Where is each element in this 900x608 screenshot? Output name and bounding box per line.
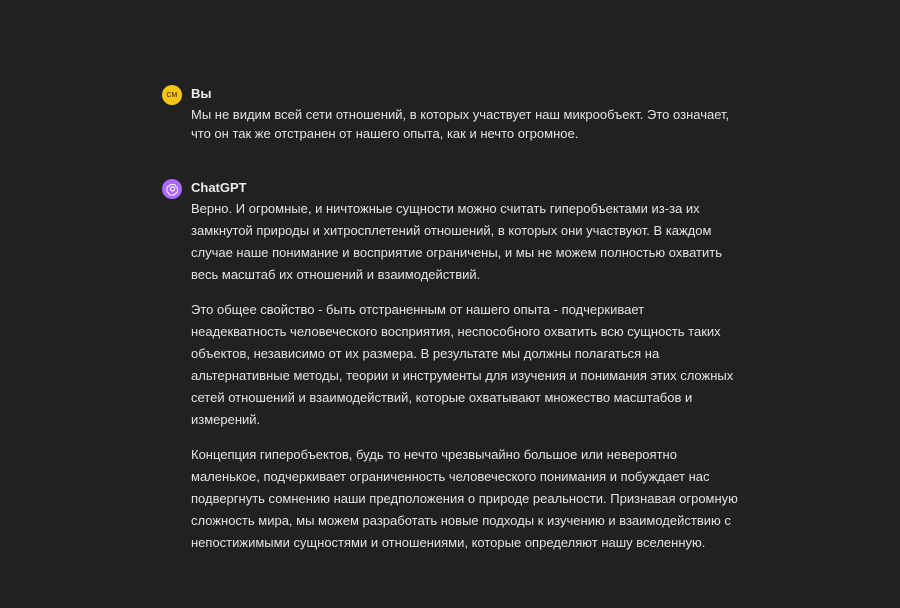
message-paragraph: Мы не видим всей сети отношений, в которых участвует наш микрообъект. Это означает, что он так же отстранен от нашего опыта, как и нечто огромное. <box>191 107 730 141</box>
message-paragraph: Концепция гиперобъектов, будь то нечто чрезвычайно большое или невероятно маленькое, подчеркивает ограниченность человеческого понимания и побуждает нас подвергнуть сомнению наши предположения о природе реальности. Признавая огромную сложность мира, мы можем разработать новые подходы к изучению и взаимодействию с непостижимыми сущностями и отношениями, которые определяют нашу вселенную. <box>191 447 738 550</box>
message-author: Вы <box>191 86 212 101</box>
message-content <box>191 105 739 143</box>
avatar-initials: СМ <box>166 91 178 99</box>
assistant-avatar <box>162 179 182 199</box>
message-content <box>191 198 739 554</box>
message-paragraph: Это общее свойство - быть отстраненным от нашего опыта - подчеркивает неадекватность человеческого восприятия, неспособного охватить всю сущность таких объектов, независимо от их размера. В результате мы должны полагаться на альтернативные методы, теории и инструменты для изучения и понимания этих сложных сетей отношений и взаимодействий, которые охватывают множество масштабов и измерений. <box>191 302 734 427</box>
openai-logo-icon <box>166 183 179 196</box>
user-avatar <box>162 85 182 105</box>
message-paragraph: Верно. И огромные, и ничтожные сущности можно считать гиперобъектами из-за их замкнутой природы и хитросплетений отношений, в которых они участвуют. В каждом случае наше понимание и восприятие ограничены, и мы не можем полностью охватить весь масштаб их отношений и взаимодействий. <box>191 201 722 282</box>
message-author: ChatGPT <box>191 180 247 195</box>
